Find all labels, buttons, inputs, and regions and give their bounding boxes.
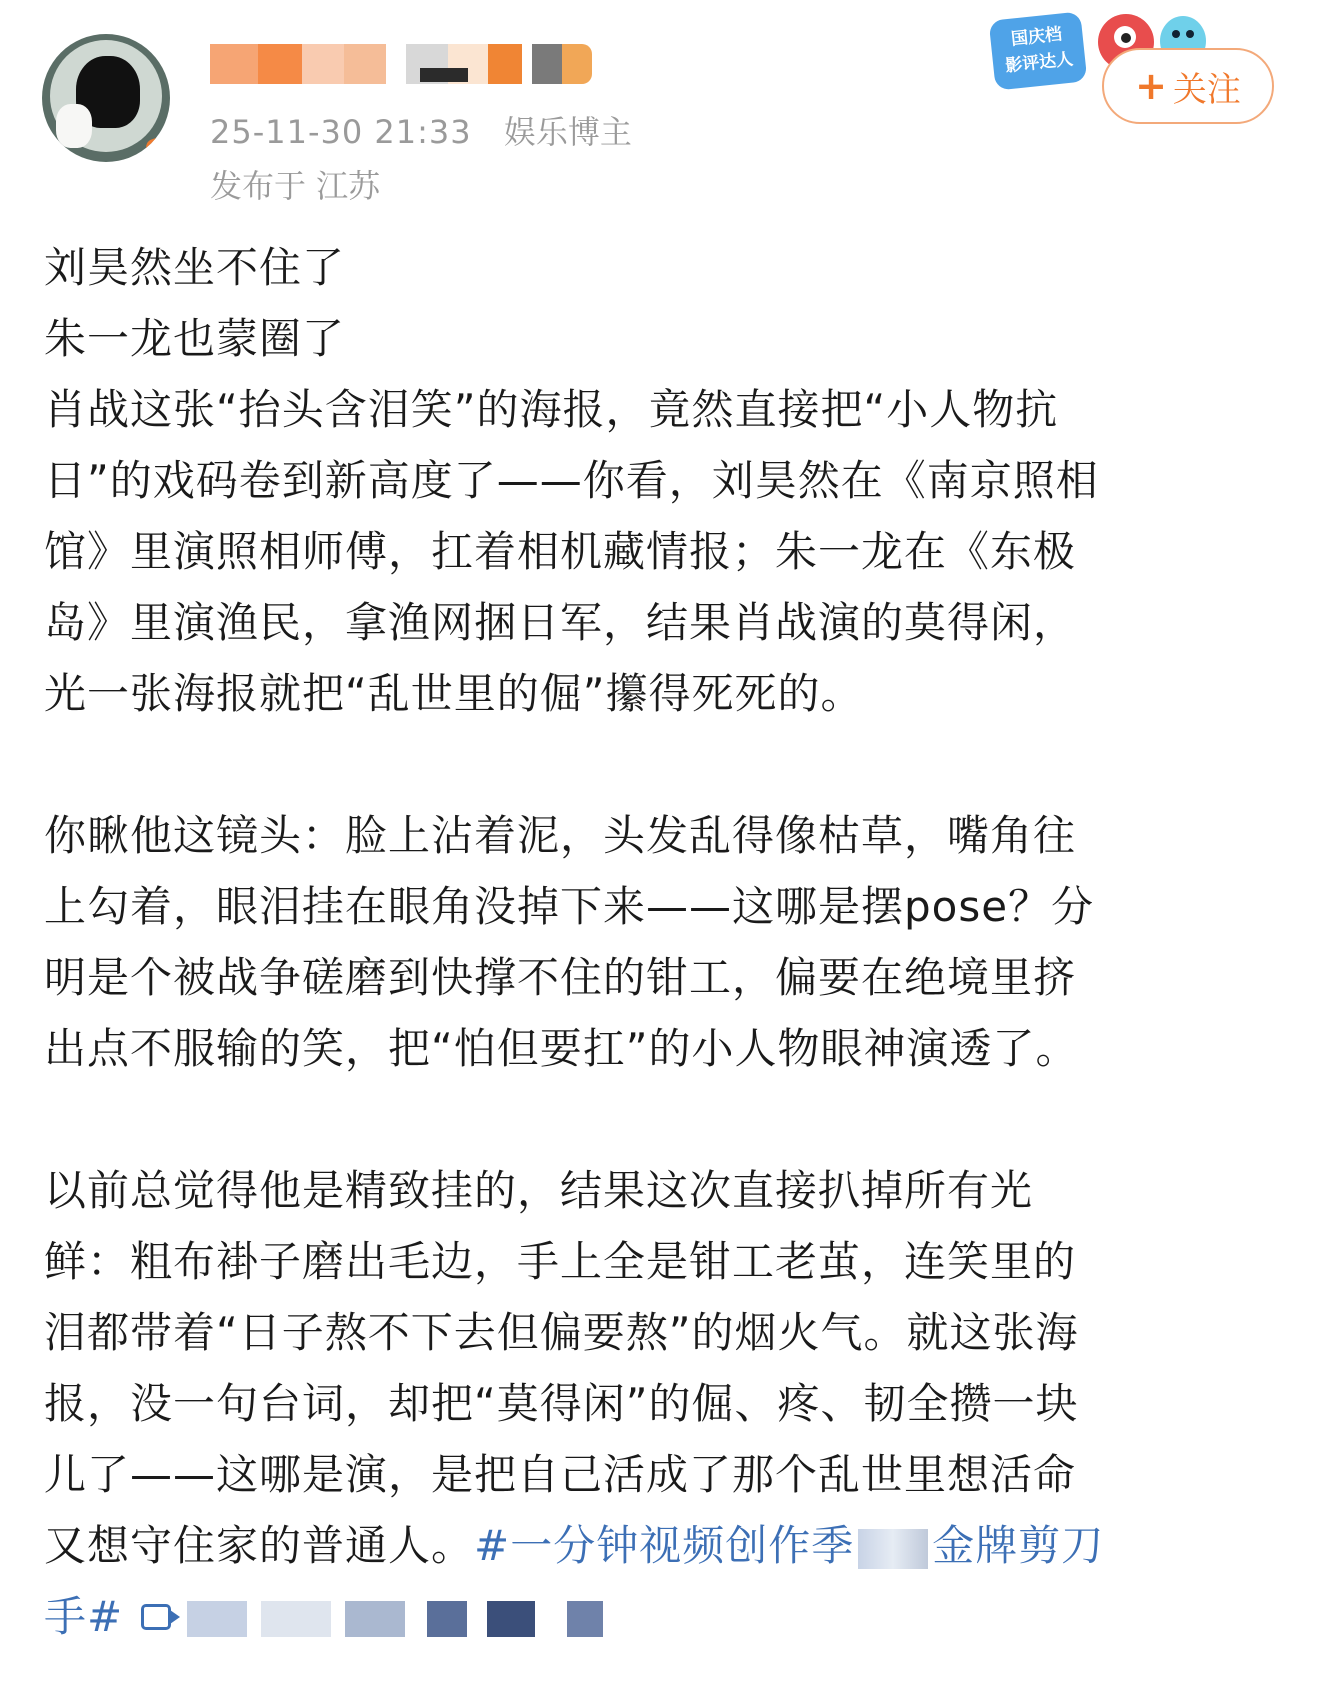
- badge-label: 国庆档 影评达人: [989, 11, 1088, 90]
- body-line: 光一张海报就把“乱世里的倔”攥得死死的。: [44, 669, 864, 718]
- hashtag-text-start: #一分钟视频创作季: [474, 1521, 855, 1570]
- post-meta: [210, 110, 632, 154]
- body-line: 刘昊然坐不住了: [44, 243, 346, 292]
- follow-button[interactable]: [1102, 48, 1274, 124]
- footer-line: [44, 1581, 1280, 1652]
- body-line: 儿了——这哪是演，是把自己活成了那个乱世里想活命: [44, 1450, 1077, 1499]
- body-line: 鲜：粗布褂子磨出毛边，手上全是钳工老茧，连笑里的: [44, 1237, 1077, 1286]
- body-line: 肖战这张“抬头含泪笑”的海报，竟然直接把“小人物抗: [44, 385, 1059, 434]
- body-line: 日”的戏码卷到新高度了——你看，刘昊然在《南京照相: [44, 456, 1099, 505]
- body-line: 明是个被战争磋磨到快撑不住的钳工，偏要在绝境里挤: [44, 953, 1077, 1002]
- hashtag-tail[interactable]: 手#: [44, 1592, 124, 1641]
- post-timestamp: 25-11-30 21:33: [210, 113, 472, 151]
- user-tag[interactable]: 娱乐博主: [503, 113, 632, 151]
- plus-icon: +: [1135, 64, 1167, 108]
- body-line: 以前总觉得他是精致挂的，结果这次直接扒掉所有光: [44, 1166, 1034, 1215]
- body-line-text: 又想守住家的普通人。: [44, 1521, 475, 1570]
- body-line: 岛》里演渔民，拿渔网捆日军，结果肖战演的莫得闲，: [44, 598, 1077, 647]
- body-line: 报，没一句台词，却把“莫得闲”的倔、疼、韧全攒一块: [44, 1379, 1079, 1428]
- hashtag-text-end: 金牌剪刀: [932, 1521, 1105, 1570]
- avatar-accent: [144, 135, 170, 158]
- video-icon: [141, 1604, 171, 1630]
- body-line: 你瞅他这镜头：脸上沾着泥，头发乱得像枯草，嘴角往: [44, 811, 1077, 860]
- body-line-last: [44, 1510, 1280, 1581]
- avatar-detail: [56, 104, 92, 148]
- body-line: 朱一龙也蒙圈了: [44, 314, 346, 363]
- body-line: 出点不服输的笑，把“怕但要扛”的小人物眼神演透了。: [44, 1024, 1079, 1073]
- post-body: [44, 232, 1280, 1652]
- body-line: 馆》里演照相师傅，扛着相机藏情报；朱一龙在《东极: [44, 527, 1077, 576]
- body-line: 上勾着，眼泪挂在眼角没掉下来——这哪是摆pose？分: [44, 882, 1095, 931]
- video-link[interactable]: [141, 1604, 177, 1630]
- post-location: 发布于 江苏: [210, 167, 381, 205]
- follow-label: 关注: [1172, 69, 1241, 110]
- post-header: [0, 0, 1320, 220]
- hashtag-blurred: [858, 1529, 928, 1569]
- avatar[interactable]: [42, 34, 170, 162]
- body-line: 泪都带着“日子熬不下去但偏要熬”的烟火气。就这张海: [44, 1308, 1079, 1357]
- video-title-blurred[interactable]: [177, 1595, 697, 1639]
- topic-hashtag[interactable]: [474, 1521, 1104, 1570]
- username-blurred[interactable]: [210, 44, 580, 90]
